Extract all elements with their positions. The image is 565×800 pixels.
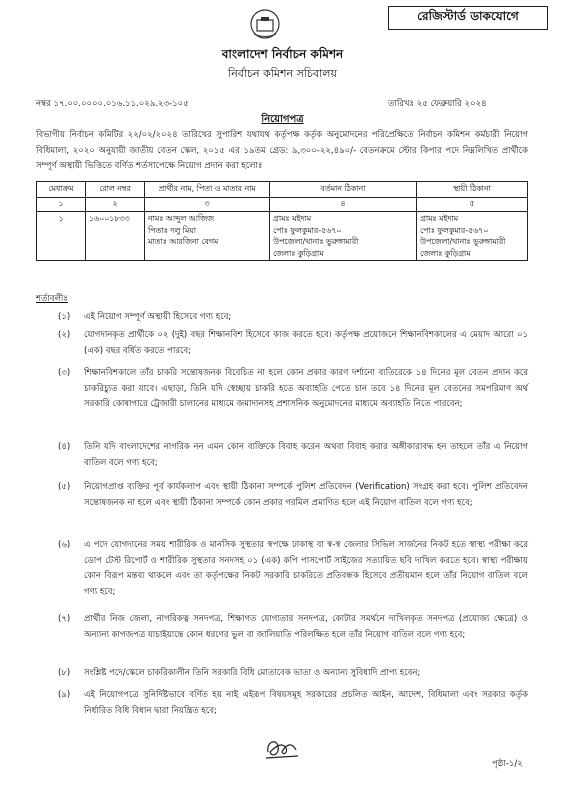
col-number: ৪ [270,198,417,212]
condition-number: (৬) [58,540,71,550]
election-commission-emblem-icon [248,8,282,40]
present-address-cell [270,212,417,261]
col-number: ৩ [145,198,270,212]
condition-item [58,666,528,682]
header-merit: মেধাক্রম [37,182,86,198]
roll-cell: ১৬০০১৮৩৩ [86,212,145,261]
letter-title: নিয়োগপত্র [261,114,304,125]
condition-item [58,480,528,511]
condition-number: (৩) [58,368,71,378]
permanent-address-cell [417,212,528,261]
merit-cell: ১ [37,212,86,261]
column-number-row [37,198,528,212]
condition-text: এই নিয়োগপত্রে সুনির্দিষ্টভাবে বর্ণিত হয় নাই এইরূপ বিষয়সমূহ সরকারের প্রচলিত আইন, আদেশ, বিধিমালা এবং সরকার কর্তৃক নির্ধারিত বিধি বিধান দ্বারা নিয়ন্ত্রিত হবে; [84,690,528,716]
permanent-district: জেলাঃ কুড়িগ্রাম [420,248,471,258]
condition-number: (৮) [58,668,71,678]
intro-paragraph: বিভাগীয় নির্বাচন কমিটির ২২/০২/২০২৪ তারিখের সুপারিশ যথাযথ কর্তৃপক্ষ কর্তৃক অনুমোদনের পরিপ্রেক্ষিতে নির্বাচন কমিশন কর্মচারী নিয়োগ বিধিমালা, ২০২০ অনুযায়ী জাতীয় বেতন স্কেল, ২০১৫ এর ১৯তম গ্রেড: ৯,৩০০-২২,৪৯০/- বেতনক্রমে স্টোর কিপার পদে নিম্নলিখিত প্রার্থীকে সম্পূর্ণ অস্থায়ী ভিত্তিতে বর্ণিত শর্তসাপেক্ষে নিয়োগ প্রদান করা হলোঃ [36,130,528,171]
permanent-village: গ্রামঃ মইদাম [420,214,459,223]
registered-post-stamp: রেজিস্টার্ড ডাকযোগে [388,6,548,30]
table-row [37,212,528,261]
candidate-name: নামঃ আব্দুল আজিজ [148,214,215,223]
condition-text: এ পদে যোগদানের সময় শারীরিক ও মানসিক সুস্থতার স্বপক্ষে ঢাকাস্থ বা স্ব-স্ব জেলার সিভিল সার্জনের নিকট হতে স্বাস্থ্য পরীক্ষা করে ডোপ টেস্ট রিপোর্ট ও শারীরিক সুস্থতার সনদসহ ০১ (এক) কপি পাসপোর্ট সাইজের সত্যায়িত ছবি দাখিল করতে হবে। স্বাস্থ্য পরীক্ষায় কোন বিরূপ মন্তব্য থাকলে এবং তা কর্তৃপক্ষের নিকট সরকারি চাকরিতে প্রতিবন্ধক হিসেবে প্রতীয়মান হলে তাঁর নিয়োগ বাতিল বলে গণ্য হবে; [84,540,528,597]
conditions-heading: শর্তাবলীঃ [36,294,68,304]
condition-item [58,538,528,600]
permanent-upazila: উপজেলা/থানাঃ ভুরুঙ্গামারী [420,237,506,246]
condition-number: (১) [58,312,71,322]
table-header-row [37,182,528,198]
condition-number: (২) [58,330,71,340]
condition-text: সংশ্লিষ্ট পদে/স্কেলে চাকরিকালীন তিনি সরকারি বিধি মোতাবেক ভাতা ও অন্যান্য সুবিধাদি প্রাপ্য হবেন; [84,668,421,678]
condition-number: (৫) [58,482,71,492]
condition-item [58,310,528,326]
condition-number: (৯) [58,690,71,700]
condition-text: তিনি যদি বাংলাদেশের নাগরিক নন এমন কোন ব্যক্তিকে বিবাহ করেন অথবা বিবাহ করার অঙ্গীকারাবদ্ধ হন তাহলে তাঁর এ নিয়োগ বাতিল বলে গণ্য হবে; [84,442,528,468]
condition-text: এই নিয়োগ সম্পূর্ণ অস্থায়ী হিসেবে গণ্য হবে; [84,312,232,322]
col-number: ২ [86,198,145,212]
condition-item [58,688,528,719]
header-roll: রোল নম্বর [86,182,145,198]
header-name: প্রার্থীর নাম, পিতা ও মাতার নাম [145,182,270,198]
letter-date: তারিখঃ ২৫ ফেব্রুয়ারি ২০২৪ [388,99,487,109]
mother-name: মাতাঃ আরজিনা বেগম [148,237,219,246]
condition-text: যোগদানকৃত প্রার্থীকে ০২ (দুই) বছর শিক্ষানবিশ হিসেবে কাজ করতে হবে। কর্তৃপক্ষ প্রয়োজনে শিক্ষানবিশকালের এ মেয়াদ আরো ০১ (এক) বছর বর্ধিত করতে পারবে; [84,330,528,356]
father-name: পিতাঃ দলু মিয়া [148,225,197,235]
condition-text: প্রার্থীর নিজ জেলা, নাগরিকত্ব সনদপত্র, শিক্ষাগত যোগ্যতার সনদপত্র, কোটার সমর্থনে দাখিলকৃত সনদপত্র (প্রযোজ্য ক্ষেত্রে) ও অন্যান্য কাগজপত্র যাচাইয়ান্তে কোন ধরণের ভুল বা জালিয়াতি পরিলক্ষিত হলে তাঁর নিয়োগ বাতিল বলে গণ্য হবে; [84,614,528,640]
organization-name: বাংলাদেশ নির্বাচন কমিশন [221,47,344,61]
present-upazila: উপজেলা/থানাঃ ভুরুঙ্গামারী [273,237,359,246]
condition-number: (৪) [58,442,71,452]
header-permanent-address: স্থায়ী ঠিকানা [417,182,528,198]
page-number: পৃষ্ঠা-১/২ [492,759,523,769]
signature-mark [262,732,302,764]
candidate-name-cell [145,212,270,261]
memo-number: নম্বর ১৭.০০.০০০০.০১৬.১১.০২৯.২৩-১০৫ [36,99,189,109]
permanent-post: পোঃ ফুলকুমার-৫৬৭০ [420,225,489,235]
candidate-table [36,181,528,261]
condition-item [58,366,528,413]
present-village: গ্রামঃ মইদাম [273,214,312,223]
col-number: ১ [37,198,86,212]
office-name: নির্বাচন কমিশন সচিবালয় [228,67,337,80]
condition-number: (৭) [58,614,71,624]
condition-item [58,612,528,643]
col-number: ৫ [417,198,528,212]
condition-text: শিক্ষানবিশকালে তাঁর চাকরি সন্তোষজনক বিবেচিত না হলে কোন প্রকার কারণ দর্শানো ব্যতিরেকে ১৪ দিনের মূল বেতন প্রদান করে চাকরিচ্যুত করা যাবে। এছাড়া, তিনি যদি স্বেচ্ছায় চাকরি হতে অব্যাহতি পেতে চান তবে ১৪ দিনের মূল বেতনের সমপরিমাণ অর্থ সরকারি কোষাগারে ট্রেজারী চালানের মাধ্যমে জমাদানসহ প্রশাসনিক অনুমোদনের মাধ্যমে অব্যাহতি নিতে পারবেন; [84,368,528,409]
present-post: পোঃ ফুলকুমার-৫৬৭০ [273,225,342,235]
condition-item [58,328,528,359]
header-present-address: বর্তমান ঠিকানা [270,182,417,198]
condition-item [58,440,528,471]
present-district: জেলাঃ কুড়িগ্রাম [273,248,324,258]
condition-text: নিয়োগপ্রাপ্ত ব্যক্তির পূর্ব কার্যকলাপ এবং স্থায়ী ঠিকানা সম্পর্কে পুলিশ প্রতিবেদন (Verification) সংগ্রহ করা হবে। পুলিশ প্রতিবেদন সন্তোষজনক না হলে এবং স্থায়ী ঠিকানা সম্পর্কে কোন প্রকার গরমিল প্রমাণিত হলে এই নিয়োগ বাতিল বলে গণ্য হবে; [84,482,528,508]
